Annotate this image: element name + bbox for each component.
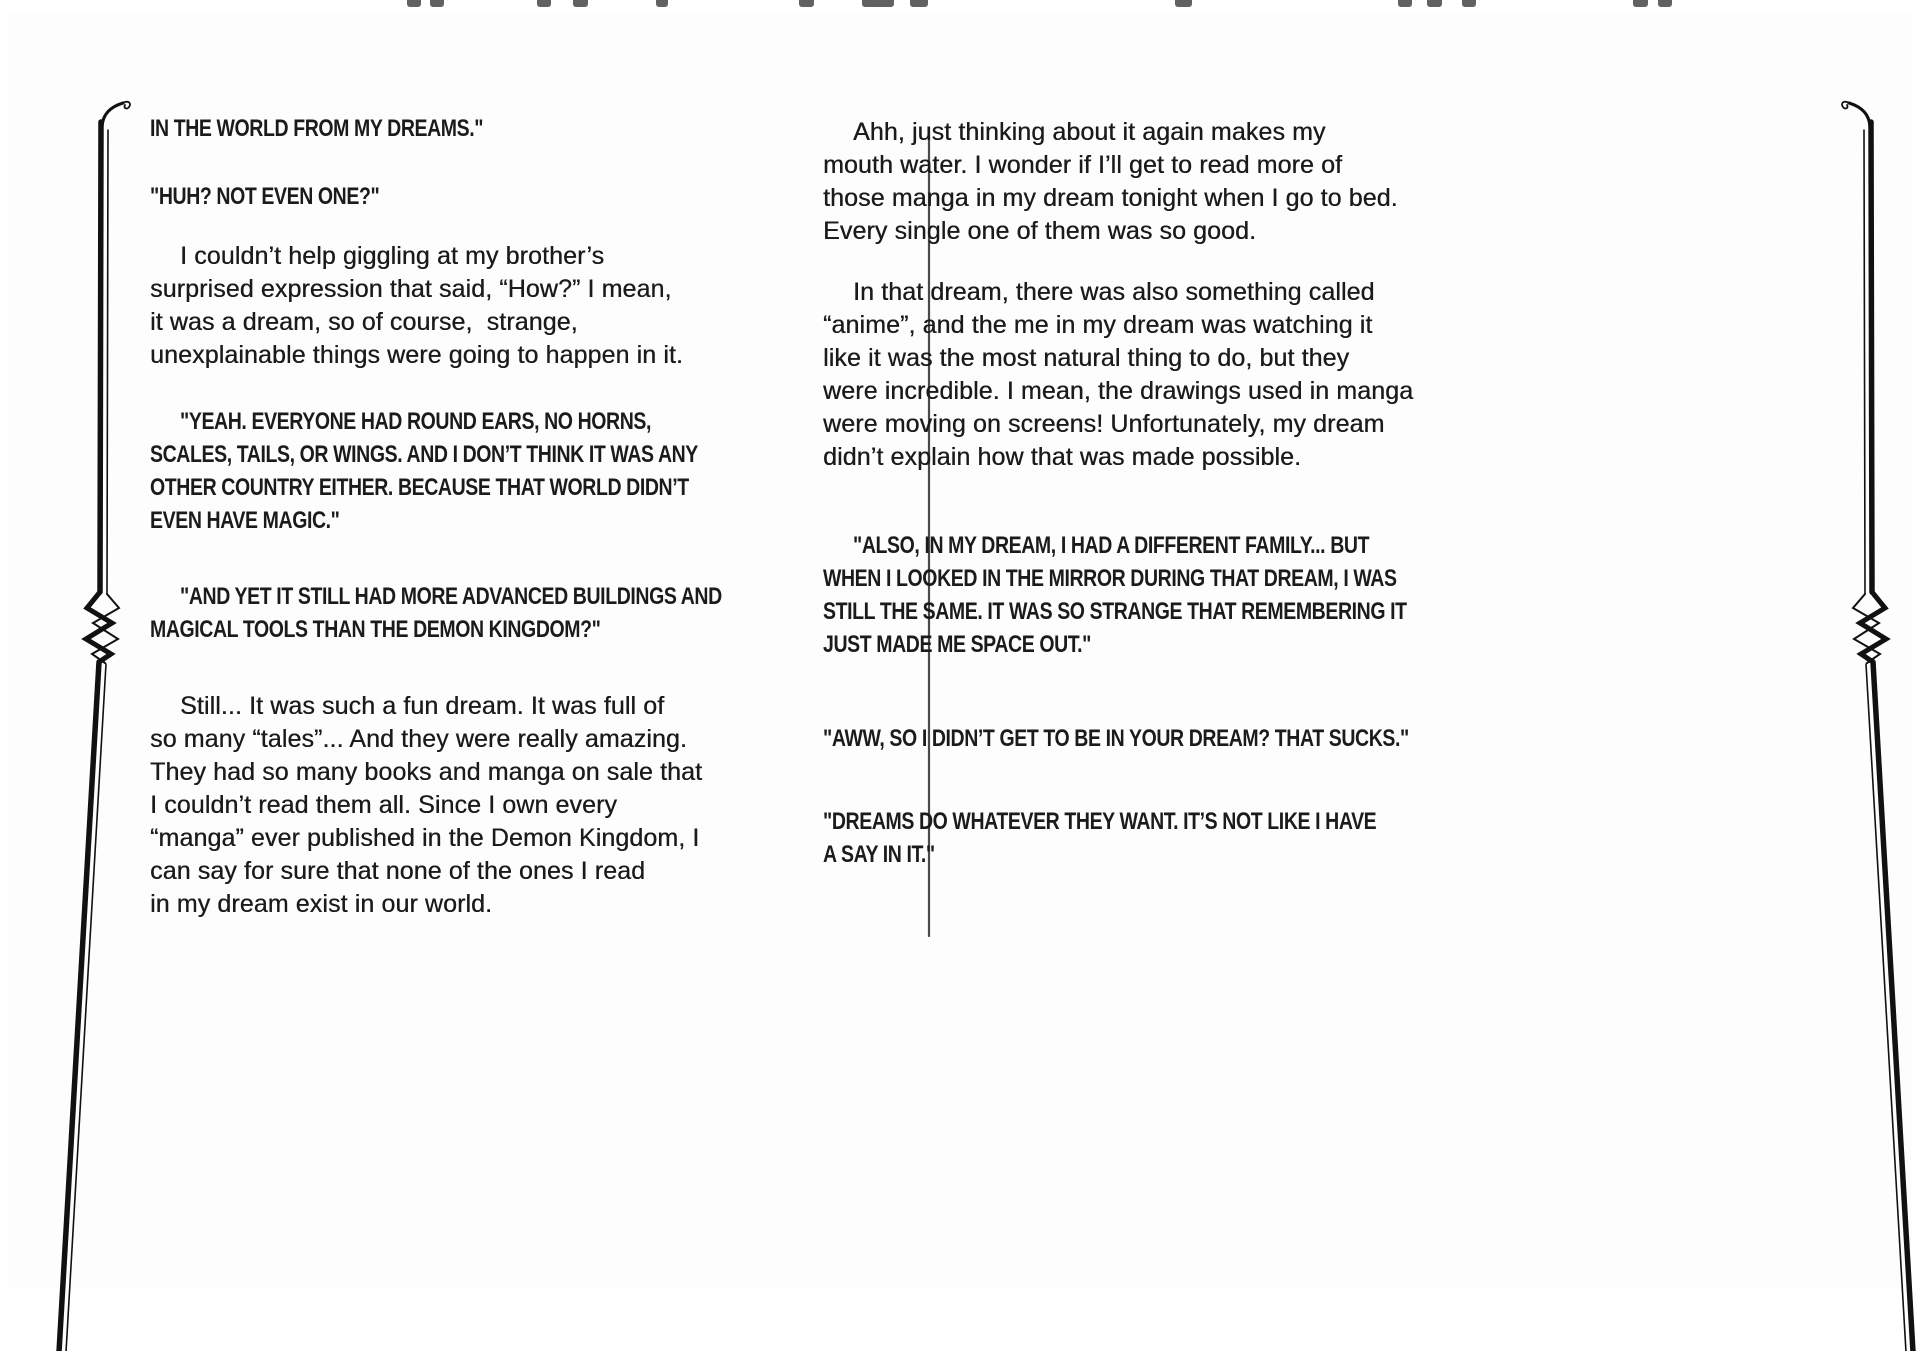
text-line: in my dream exist in our world. — [150, 890, 493, 918]
text-line: “anime”, and the me in my dream was watching it — [823, 311, 1373, 339]
page-right — [823, 0, 1503, 1351]
text-line: I couldn’t help giggling at my brother’s — [180, 242, 605, 270]
text-line: WHEN I LOOKED IN THE MIRROR DURING THAT DREAM, I WAS — [823, 565, 1397, 593]
paragraph — [150, 240, 683, 372]
text-line: so many “tales”... And they were really amazing. — [150, 725, 687, 753]
text-line: "YEAH. EVERYONE HAD ROUND EARS, NO HORNS, — [180, 408, 652, 436]
paragraph — [150, 690, 702, 921]
text-line: STILL THE SAME. IT WAS SO STRANGE THAT REMEMBERING IT — [823, 598, 1407, 626]
text-line: SCALES, TAILS, OR WINGS. AND I DON’T THINK IT WAS ANY — [150, 441, 698, 469]
paragraph — [150, 113, 483, 146]
text-line: "DREAMS DO WHATEVER THEY WANT. IT’S NOT LIKE I HAVE — [823, 808, 1377, 836]
paragraph — [150, 406, 698, 538]
text-line: MAGICAL TOOLS THAN THE DEMON KINGDOM?" — [150, 616, 601, 644]
paragraph — [150, 581, 722, 647]
text-line: those manga in my dream tonight when I go to bed. — [823, 184, 1398, 212]
text-line: "HUH? NOT EVEN ONE?" — [150, 183, 380, 211]
paragraph — [150, 181, 379, 214]
text-line: "AWW, SO I DIDN’T GET TO BE IN YOUR DREAM? THAT SUCKS." — [823, 725, 1409, 753]
text-line: were moving on screens! Unfortunately, my dream — [823, 410, 1385, 438]
text-line: "AND YET IT STILL HAD MORE ADVANCED BUILDINGS AND — [180, 583, 722, 611]
text-line: In that dream, there was also something called — [853, 278, 1375, 306]
text-line: mouth water. I wonder if I’ll get to read more of — [823, 151, 1343, 179]
text-line: didn’t explain how that was made possible. — [823, 443, 1302, 471]
paragraph — [823, 276, 1413, 474]
paragraph — [823, 806, 1376, 872]
text-line: unexplainable things were going to happen in it. — [150, 341, 683, 369]
paragraph — [823, 723, 1409, 756]
text-line: Every single one of them was so good. — [823, 217, 1257, 245]
text-line: “manga” ever published in the Demon Kingdom, I — [150, 824, 700, 852]
right-bracket-rule — [1842, 102, 1913, 1351]
text-line: EVEN HAVE MAGIC." — [150, 507, 340, 535]
page-left — [150, 0, 810, 1351]
text-line: JUST MADE ME SPACE OUT." — [823, 631, 1091, 659]
paragraph — [823, 116, 1398, 248]
text-line: OTHER COUNTRY EITHER. BECAUSE THAT WORLD DIDN’T — [150, 474, 689, 502]
paragraph — [823, 530, 1407, 662]
text-line: surprised expression that said, “How?” I mean, — [150, 275, 672, 303]
text-line: "ALSO, IN MY DREAM, I HAD A DIFFERENT FAMILY... BUT — [853, 532, 1370, 560]
text-line: Still... It was such a fun dream. It was full of — [180, 692, 665, 720]
text-line: They had so many books and manga on sale that — [150, 758, 703, 786]
left-bracket-rule — [59, 102, 130, 1351]
text-line: IN THE WORLD FROM MY DREAMS." — [150, 115, 484, 143]
text-line: can say for sure that none of the ones I read — [150, 857, 646, 885]
text-line: it was a dream, so of course, strange, — [150, 308, 578, 336]
text-line: Ahh, just thinking about it again makes my — [853, 118, 1326, 146]
text-line: A SAY IN IT." — [823, 841, 935, 869]
text-line: like it was the most natural thing to do, but they — [823, 344, 1350, 372]
text-line: were incredible. I mean, the drawings used in manga — [823, 377, 1414, 405]
text-line: I couldn’t read them all. Since I own every — [150, 791, 618, 819]
